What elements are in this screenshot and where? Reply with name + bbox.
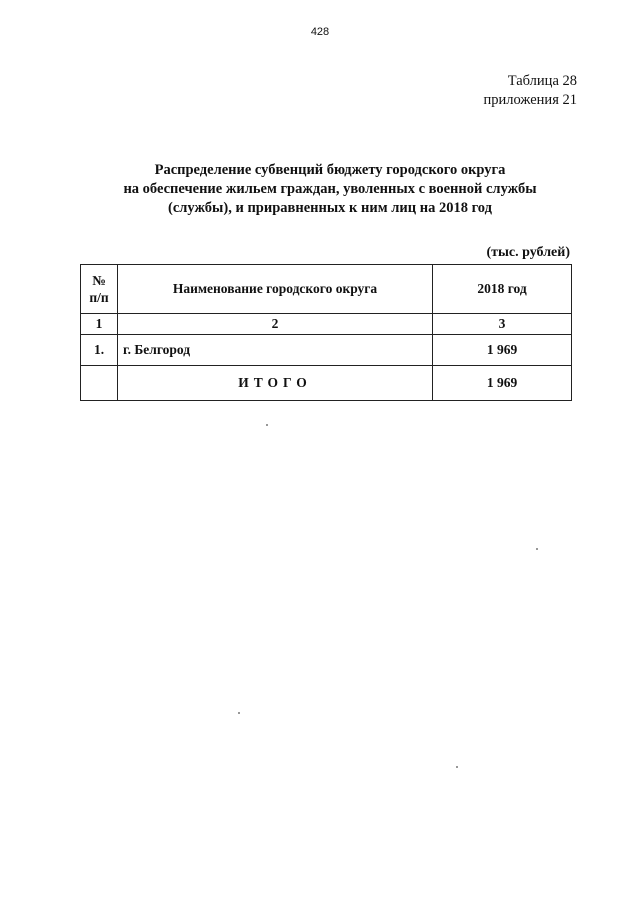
page-number: 428 [310, 26, 330, 38]
header-number-symbol: № [92, 273, 106, 288]
header-number [81, 265, 118, 314]
header-number-abbr: п/п [89, 290, 109, 305]
appendix-reference-line: приложения 21 [483, 92, 577, 108]
table-row [81, 335, 572, 366]
title-line: Распределение субвенций бюджету городского округа [154, 162, 506, 178]
column-index-row [81, 314, 572, 335]
units-label: (тыс. рублей) [486, 245, 570, 260]
table-reference-line: Таблица 28 [507, 73, 577, 89]
column-index: 3 [433, 314, 572, 335]
total-value: 1 969 [433, 366, 572, 401]
table-reference [484, 72, 577, 110]
document-title [60, 161, 600, 218]
scan-speck [536, 548, 538, 550]
column-index: 2 [118, 314, 433, 335]
row-value: 1 969 [433, 335, 572, 366]
column-index: 1 [81, 314, 118, 335]
scan-speck [266, 424, 268, 426]
header-name: Наименование городского округа [118, 265, 433, 314]
total-empty-cell [81, 366, 118, 401]
row-number: 1. [81, 335, 118, 366]
total-row [81, 366, 572, 401]
distribution-table [80, 264, 572, 401]
title-line: (службы), и приравненных к ним лиц на 2018 год [168, 200, 492, 216]
table-header-row [81, 265, 572, 314]
header-year: 2018 год [433, 265, 572, 314]
total-label: ИТОГО [118, 366, 433, 401]
row-city-name: г. Белгород [118, 335, 433, 366]
scan-speck [238, 712, 240, 714]
scan-speck [456, 766, 458, 768]
title-line: на обеспечение жильем граждан, уволенных с военной службы [123, 181, 537, 197]
